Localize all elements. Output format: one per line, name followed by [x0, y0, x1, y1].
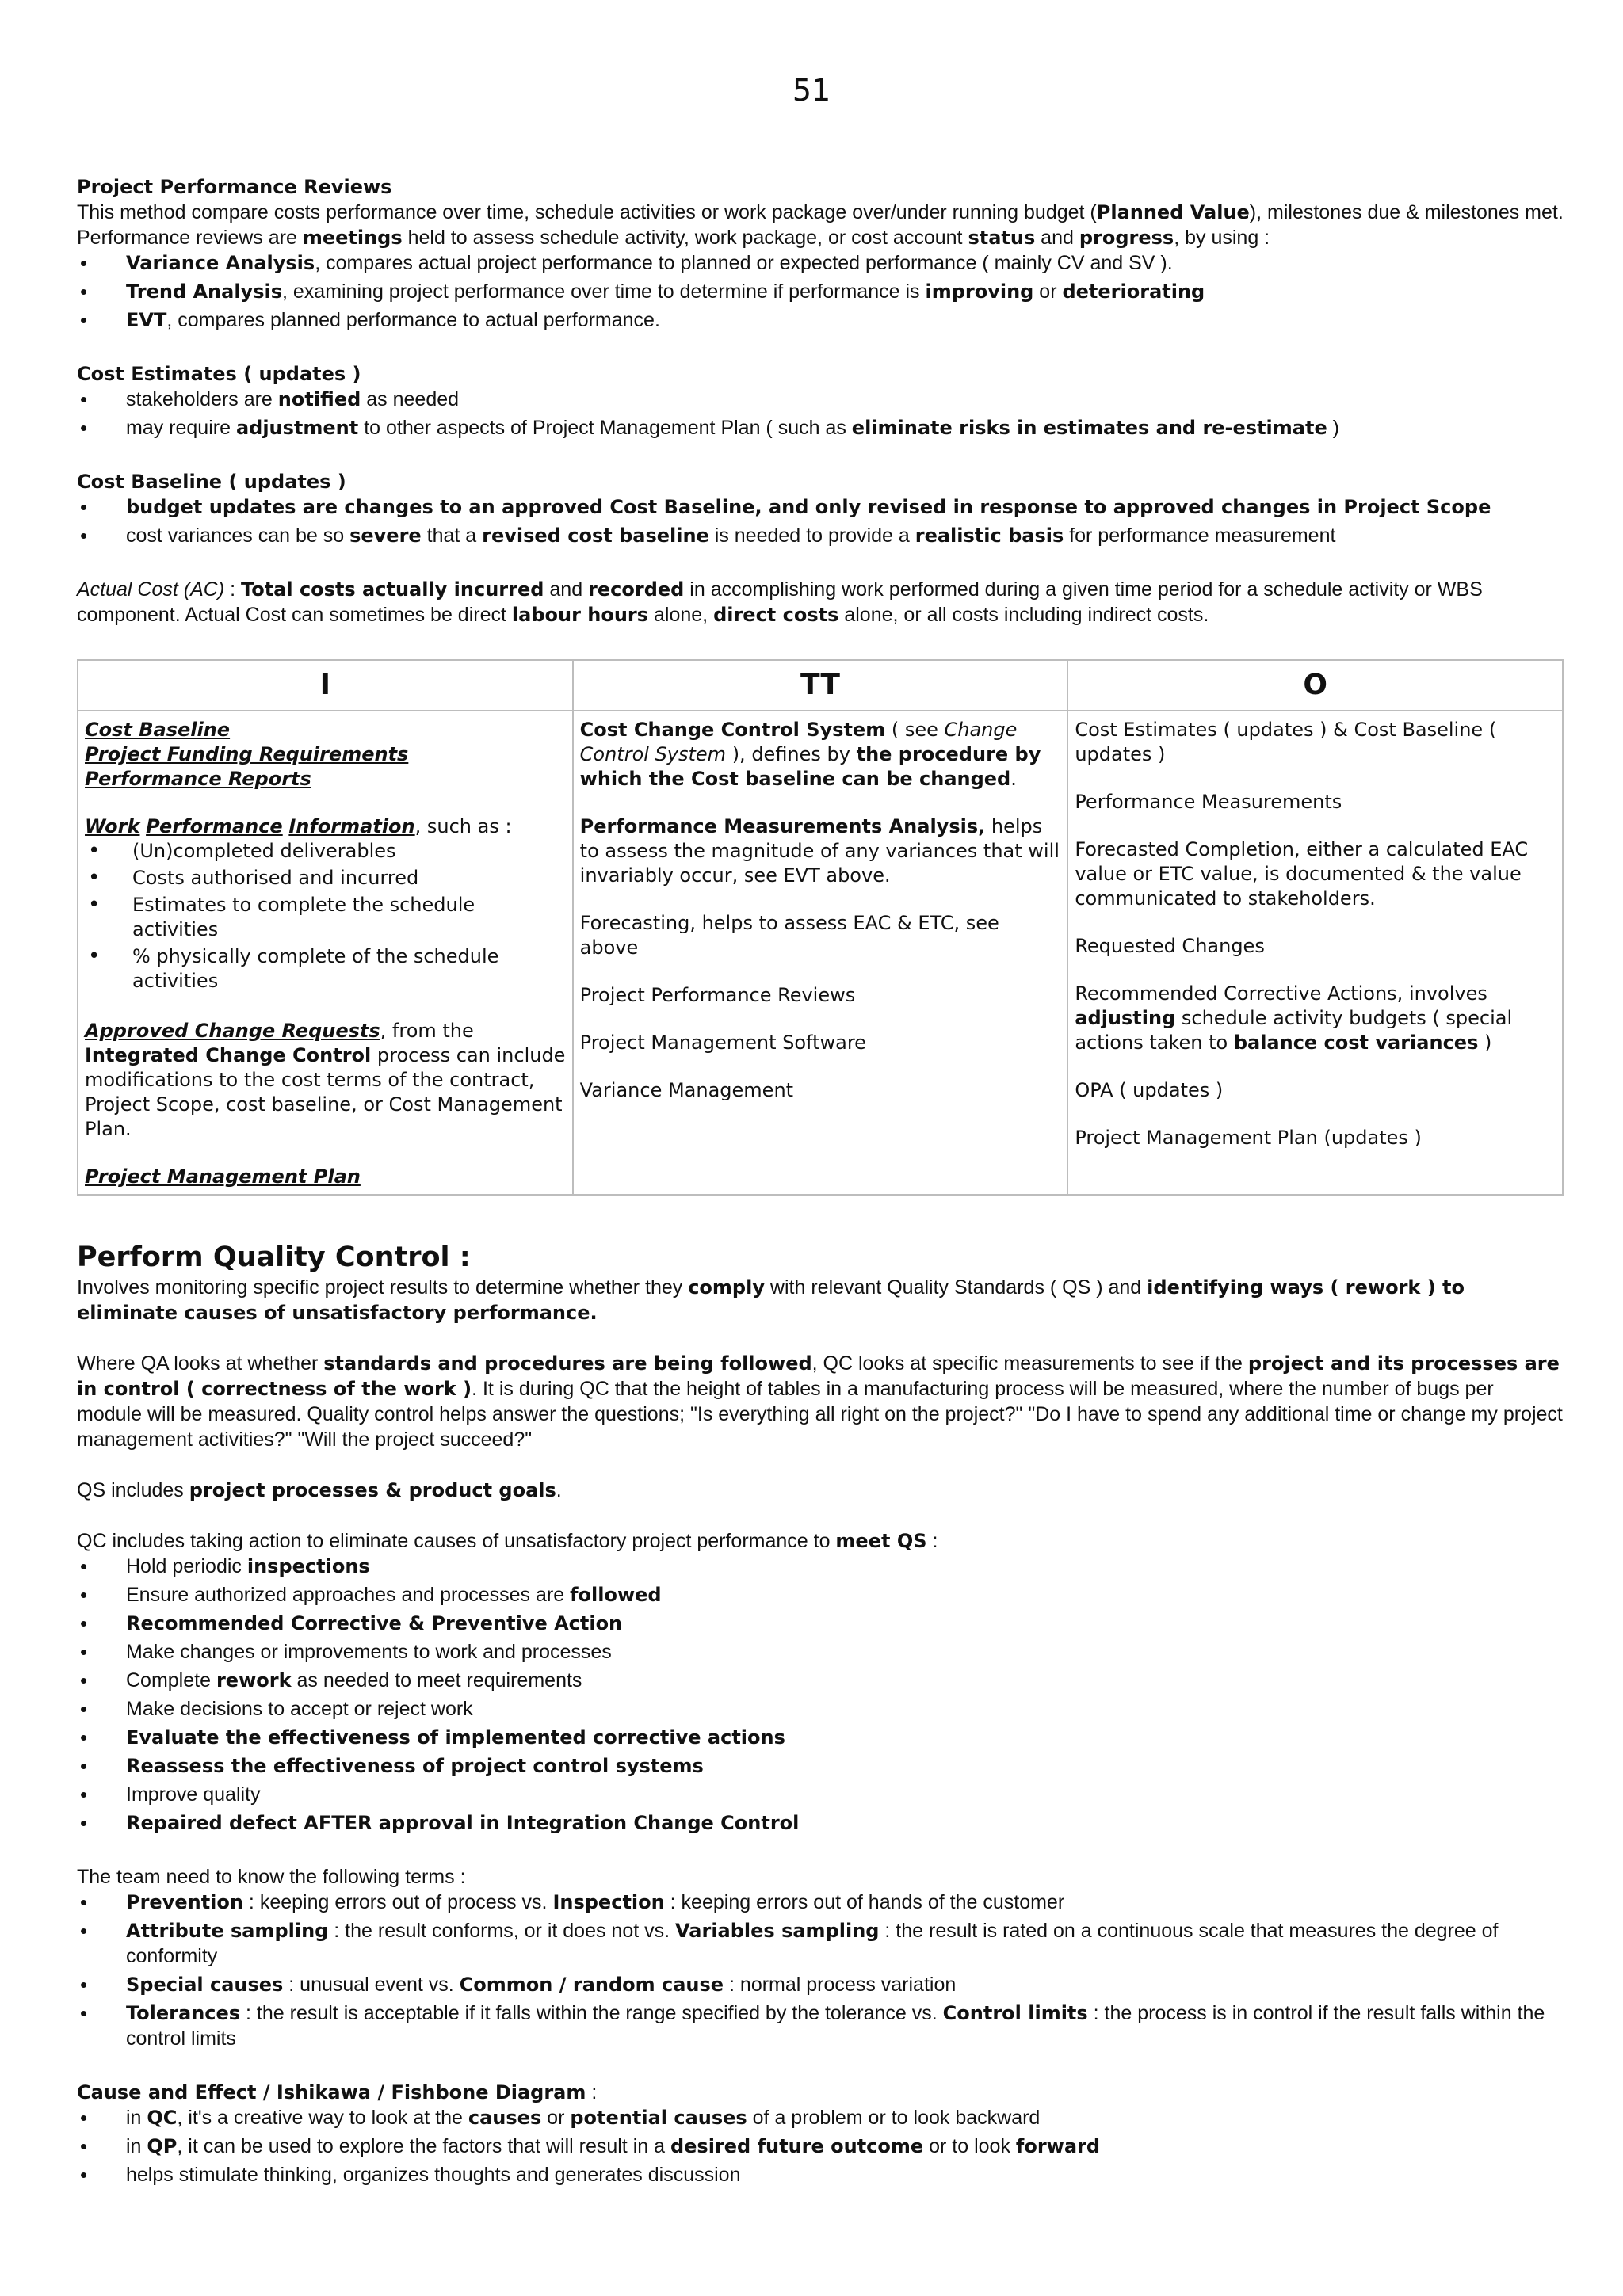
page-number: 51	[792, 73, 831, 108]
list-item: • Hold periodic inspections	[77, 1554, 1564, 1579]
outputs-cell	[1067, 711, 1563, 1195]
list-item: • Make changes or improvements to work and processes	[77, 1639, 1564, 1665]
tool-performance-reviews: Project Performance Reviews	[579, 984, 856, 1006]
list-item: • Variance Analysis, compares actual project performance to planned or expected performance ( mainly CV and SV ).	[77, 250, 1564, 276]
terms-intro: The team need to know the following terms :	[77, 1866, 466, 1888]
list-item: • budget updates are changes to an approved Cost Baseline, and only revised in response to approved changes in Project Scope	[77, 494, 1564, 520]
tool-forecasting: Forecasting, helps to assess EAC & ETC, see above	[579, 912, 999, 959]
list-item: • in QC, it's a creative way to look at the causes or potential causes of a problem or to look backward	[77, 2105, 1564, 2130]
list-item: • Improve quality	[77, 1782, 1564, 1807]
table-header-inputs: I	[78, 660, 573, 711]
list-item: • Tolerances : the result is acceptable if it falls within the range specified by the tolerance vs. Control limits : the process is in control if the result falls within the control limits	[77, 2000, 1564, 2051]
list-item: • cost variances can be so severe that a revised cost baseline is needed to provide a realistic basis for performance measurement	[77, 523, 1564, 548]
cost-estimates-heading: Cost Estimates ( updates )	[77, 363, 361, 385]
output-corrective-actions: Recommended Corrective Actions, involves adjusting schedule activity budgets ( special actions taken to balance cost variances )	[1075, 982, 1513, 1054]
input-work-performance-info: Work Performance Information, such as :	[85, 815, 512, 837]
fishbone-list	[77, 2105, 1564, 2187]
cost-baseline-heading: Cost Baseline ( updates )	[77, 471, 346, 493]
list-item: • Make decisions to accept or reject work	[77, 1696, 1564, 1722]
list-item: • Recommended Corrective & Preventive Action	[77, 1611, 1564, 1636]
cost-baseline-list	[77, 494, 1564, 548]
ppr-paragraph: This method compare costs performance over time, schedule activities or work package over/under running budget (Planned Value), milestones due & milestones met. Performance reviews are meetings held to assess schedule activity, work package, or cost account status and progress, by using :	[77, 201, 1564, 249]
list-item: • Costs authorised and incurred	[85, 866, 566, 891]
tools-cell	[573, 711, 1068, 1195]
input-project-management-plan: Project Management Plan	[85, 1165, 361, 1188]
pqc-title: Perform Quality Control :	[77, 1241, 471, 1273]
list-item: • helps stimulate thinking, organizes thoughts and generates discussion	[77, 2162, 1564, 2187]
table-header-tools: TT	[573, 660, 1068, 711]
list-item: • Ensure authorized approaches and processes are followed	[77, 1582, 1564, 1608]
ppr-heading: Project Performance Reviews	[77, 176, 392, 198]
list-item: • Prevention : keeping errors out of process vs. Inspection : keeping errors out of hands of the customer	[77, 1890, 1564, 1915]
list-item: • Estimates to complete the schedule activities	[85, 893, 566, 942]
qs-includes: QS includes project processes & product goals.	[77, 1479, 562, 1501]
list-item: • Complete rework as needed to meet requirements	[77, 1668, 1564, 1693]
output-forecasted-completion: Forecasted Completion, either a calculated EAC value or ETC value, is documented & the value communicated to stakeholders.	[1075, 838, 1529, 910]
input-cost-baseline: Cost Baseline	[85, 719, 231, 741]
output-cost-estimates: Cost Estimates ( updates ) & Cost Baseline ( updates )	[1075, 719, 1497, 765]
list-item: • Trend Analysis, examining project performance over time to determine if performance is improving or deteriorating	[77, 279, 1564, 304]
list-item: • Repaired defect AFTER approval in Integration Change Control	[77, 1810, 1564, 1836]
actual-cost-paragraph: Actual Cost (AC) : Total costs actually incurred and recorded in accomplishing work performed during a given time period for a schedule activity or WBS component. Actual Cost can sometimes be direct labour hours alone, direct costs alone, or all costs including indirect costs.	[77, 578, 1483, 626]
terms-list	[77, 1890, 1564, 2051]
input-performance-reports: Performance Reports	[85, 768, 311, 790]
qc-includes: QC includes taking action to eliminate causes of unsatisfactory project performance to meet QS :	[77, 1530, 938, 1552]
qa-vs-qc-paragraph: Where QA looks at whether standards and procedures are being followed, QC looks at specific measurements to see if the project and its processes are in control ( correctness of the work ). It is during QC that the height of tables in a manufacturing process will be measured, where the number of bugs per module will be measured. Quality control helps answer the questions; "Is everything all right on the project?" "Do I have to spend any additional time or change my project management activities?" "Will the project succeed?"	[77, 1352, 1563, 1451]
list-item: • EVT, compares planned performance to actual performance.	[77, 307, 1564, 333]
output-opa: OPA ( updates )	[1075, 1079, 1224, 1101]
list-item: • in QP, it can be used to explore the factors that will result in a desired future outcome or to look forward	[77, 2134, 1564, 2159]
inputs-cell	[78, 711, 573, 1195]
pqc-intro: Involves monitoring specific project results to determine whether they comply with relevant Quality Standards ( QS ) and identifying ways ( rework ) to eliminate causes of unsatisfactory performance.	[77, 1276, 1465, 1324]
input-approved-change-requests: Approved Change Requests, from the Integrated Change Control process can include modifications to the cost terms of the contract, Project Scope, cost baseline, or Cost Management Plan.	[85, 1020, 566, 1140]
cost-estimates-list	[77, 387, 1564, 441]
input-funding-requirements: Project Funding Requirements	[85, 743, 409, 765]
fishbone-heading: Cause and Effect / Ishikawa / Fishbone Diagram :	[77, 2081, 598, 2103]
list-item: • Attribute sampling : the result conforms, or it does not vs. Variables sampling : the result is rated on a continuous scale that measures the degree of conformity	[77, 1918, 1564, 1969]
list-item: • % physically complete of the schedule activities	[85, 944, 566, 994]
itto-table	[77, 659, 1564, 1196]
ppr-list	[77, 250, 1564, 333]
tool-cost-change-control: Cost Change Control System ( see Change Control System ), defines by the procedure by which the Cost baseline can be changed.	[579, 719, 1041, 790]
output-performance-measurements: Performance Measurements	[1075, 791, 1342, 813]
tool-variance-management: Variance Management	[579, 1079, 794, 1101]
output-requested-changes: Requested Changes	[1075, 935, 1265, 957]
list-item: • may require adjustment to other aspects of Project Management Plan ( such as eliminate risks in estimates and re-estimate )	[77, 415, 1564, 441]
table-header-outputs: O	[1067, 660, 1563, 711]
list-item: • Special causes : unusual event vs. Common / random cause : normal process variation	[77, 1972, 1564, 1997]
tool-pm-software: Project Management Software	[579, 1032, 866, 1054]
page-body	[77, 174, 1564, 2191]
qc-actions-list	[77, 1554, 1564, 1836]
list-item: • Reassess the effectiveness of project control systems	[77, 1753, 1564, 1779]
tool-performance-measurements: Performance Measurements Analysis, helps to assess the magnitude of any variances that will invariably occur, see EVT above.	[579, 815, 1060, 887]
list-item: • stakeholders are notified as needed	[77, 387, 1564, 412]
list-item: • Evaluate the effectiveness of implemented corrective actions	[77, 1725, 1564, 1750]
work-performance-list	[85, 839, 566, 994]
list-item: • (Un)completed deliverables	[85, 839, 566, 864]
output-pmp-updates: Project Management Plan (updates )	[1075, 1127, 1422, 1149]
